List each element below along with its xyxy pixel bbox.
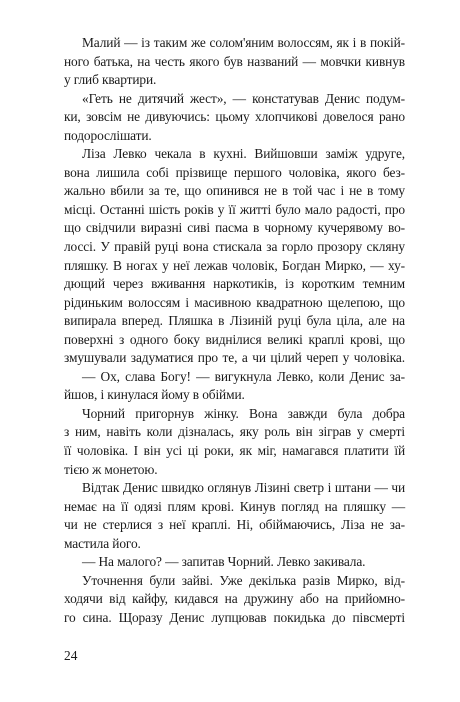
page-body bbox=[64, 34, 405, 628]
text-line: йшов, і кинулася йому в обійми. bbox=[64, 387, 245, 403]
text-line: мастила його. bbox=[64, 535, 141, 551]
text-line: її чоловіка. І він усі ці роки, як міг, намагався платити їй bbox=[64, 443, 405, 459]
text-line: чи не стерлися з неї краплі. Ні, обіймаючись, Ліза не за- bbox=[64, 517, 405, 533]
text-line: жально вбили за те, що опинився не в той час і не в тому bbox=[64, 183, 405, 199]
text-line: — На малого? — запитав Чорний. Левко закивала. bbox=[82, 554, 366, 570]
text-line: змушували задуматися про те, а чи цілий череп у чоловіка. bbox=[64, 350, 405, 366]
text-line: ходячи від кайфу, кидався на дружину або на прийомно- bbox=[64, 591, 405, 607]
text-line: з ним, навіть коли дізналась, яку роль він зіграв у смерті bbox=[64, 424, 405, 440]
paragraph-2 bbox=[64, 90, 405, 146]
text-line: ного батька, на честь якого був названий — мовчки кивнув bbox=[64, 53, 405, 69]
text-line: вона лишила собі прізвище першого чоловіка, якого без- bbox=[64, 164, 405, 180]
text-line: Відтак Денис швидко оглянув Лізині светр і штани — чи bbox=[82, 480, 405, 496]
paragraph-3 bbox=[64, 145, 405, 368]
text-line: ки, зовсім не дивуючись: цьому хлопчикові довелося рано bbox=[64, 109, 405, 125]
text-line: подорослішати. bbox=[64, 127, 152, 143]
paragraph-4 bbox=[64, 368, 405, 405]
text-line: — Ох, слава Богу! — вигукнула Левко, коли Денис за- bbox=[82, 368, 405, 384]
text-line: дющий через вживання наркотиків, із коротким темним bbox=[64, 276, 405, 292]
text-line: «Геть не дитячий жест», — констатував Денис подум- bbox=[82, 90, 405, 106]
text-line: Малий — із таким же солом'яним волоссям, як і в покій- bbox=[82, 35, 405, 50]
paragraph-6 bbox=[64, 479, 405, 553]
text-line: місці. Останні шість років у її житті було мало радості, про bbox=[64, 201, 405, 217]
text-line: Чорний пригорнув жінку. Вона завжди була добра bbox=[82, 405, 405, 421]
text-line: немає на її одязі плям крові. Кинув погляд на пляшку — bbox=[64, 498, 405, 514]
paragraph-8 bbox=[64, 572, 405, 628]
paragraph-5 bbox=[64, 405, 405, 479]
text-line: поверхні з одного боку виднілися великі краплі крові, що bbox=[64, 331, 405, 347]
text-line: пляшку. В ногах у неї лежав чоловік, Богдан Мирко, — ху- bbox=[64, 257, 405, 273]
text-line: Уточнення були зайві. Уже декілька разів Мирко, від- bbox=[82, 572, 405, 588]
text-line: тією ж монетою. bbox=[64, 461, 158, 477]
text-line: Ліза Левко чекала в кухні. Вийшовши заміж удруге, bbox=[82, 146, 405, 162]
text-line: у глиб квартири. bbox=[64, 72, 157, 88]
paragraph-7 bbox=[64, 553, 405, 572]
paragraph-1 bbox=[64, 34, 405, 90]
text-line: випирала вперед. Пляшка в Лізиній руці була ціла, але на bbox=[64, 313, 405, 329]
text-line: рідиньким волоссям і масивною квадратною щелепою, що bbox=[64, 294, 405, 310]
page-number: 24 bbox=[64, 648, 78, 663]
text-line: го сина. Щоразу Денис лупцював покидька до півсмерті bbox=[64, 609, 405, 625]
text-line: що свідчили виразні сиві пасма в чорному кучерявому во- bbox=[64, 220, 405, 236]
text-line: лоссі. У правій руці вона стискала за горло прозору скляну bbox=[64, 239, 405, 255]
